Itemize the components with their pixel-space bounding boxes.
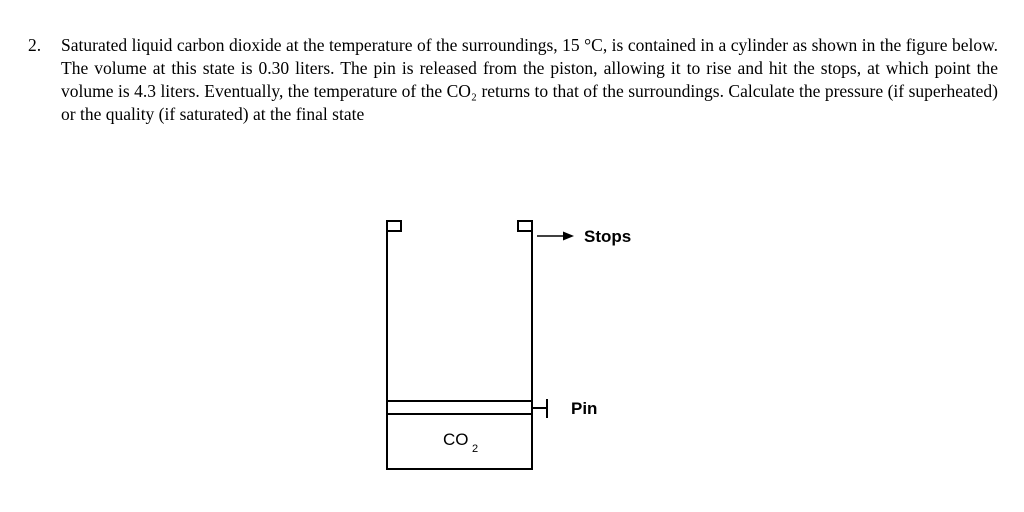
problem-text: Saturated liquid carbon dioxide at the temperature of the surroundings, 15 °C, is contained in a cylinder as shown in the figure below. The volume at this state is 0.30 liters. The pin is released from the piston, allowing it to rise and hit the stops, at which point the volume is 4.3 liters. Eventually, the temperature of the CO₂ returns to that of the surroundings. Calculate the pressure (if superheated) or the quality (if saturated) at the final state [61,35,998,124]
right-stop [518,221,532,231]
stops-label: Stops [584,227,632,246]
co2-label: CO [443,430,469,449]
pin-label: Pin [571,399,598,418]
problem-number: 2. [28,35,42,55]
stops-arrowhead [563,232,574,241]
left-stop [387,221,401,231]
co2-subscript: 2 [472,443,479,455]
